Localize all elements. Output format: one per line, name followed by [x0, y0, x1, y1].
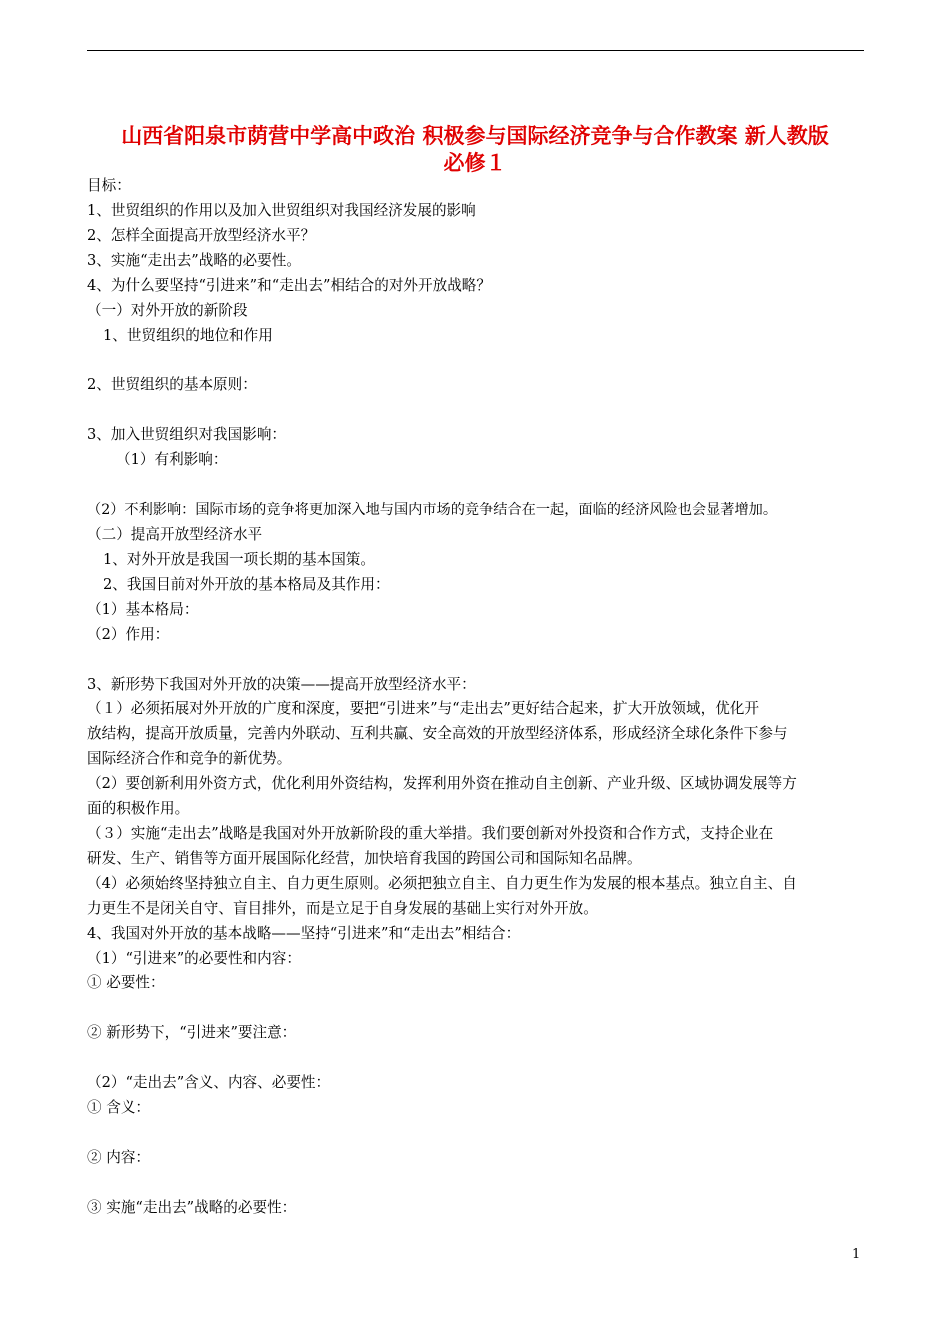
text-line: 3、实施“走出去”战略的必要性。: [87, 252, 301, 269]
text-line: ② 内容：: [87, 1149, 151, 1166]
text-line: 1、世贸组织的作用以及加入世贸组织对我国经济发展的影响: [87, 202, 476, 219]
text-line: （2）“走出去”含义、内容、必要性：: [87, 1074, 331, 1091]
text-line: 研发、生产、销售等方面开展国际化经营，加快培育我国的跨国公司和国际知名品牌。: [87, 850, 642, 867]
text-line: （2）不利影响：国际市场的竞争将更加深入地与国内市场的竞争结合在一起，面临的经济风险也会显著增加。: [87, 502, 778, 518]
text-line: 4、我国对外开放的基本战略——坚持“引进来”和“走出去”相结合：: [87, 925, 521, 942]
text-line: 面的积极作用。: [87, 800, 190, 817]
text-line: （３）实施“走出去”战略是我国对外开放新阶段的重大举措。我们要创新对外投资和合作方式，支持企业在: [87, 825, 774, 842]
text-line: 2、怎样全面提高开放型经济水平？: [87, 227, 316, 244]
text-line: （4）必须始终坚持独立自主、自力更生原则。必须把独立自主、自力更生作为发展的根本基点。独立自主、自: [87, 875, 797, 892]
text-line: （2）要创新利用外资方式，优化利用外资结构，发挥利用外资在推动自主创新、产业升级、区域协调发展等方: [87, 775, 797, 792]
text-line: ① 含义：: [87, 1099, 151, 1116]
text-line: 力更生不是闭关自守、盲目排外，而是立足于自身发展的基础上实行对外开放。: [87, 900, 598, 917]
text-line: ① 必要性：: [87, 974, 165, 991]
text-line: 国际经济合作和竞争的新优势。: [87, 750, 292, 767]
text-line: （1）有利影响：: [116, 451, 228, 468]
text-line: 3、新形势下我国对外开放的决策——提高开放型经济水平：: [87, 676, 476, 693]
section-heading: （二）提高开放型经济水平: [87, 526, 263, 543]
text-line: 1、世贸组织的地位和作用: [103, 327, 273, 344]
text-line: 放结构，提高开放质量，完善内外联动、互利共赢、安全高效的开放型经济体系，形成经济全球化条件下参与: [87, 725, 788, 742]
text-line: （１）必须拓展对外开放的广度和深度，要把“引进来”与“走出去”更好结合起来，扩大开放领域，优化开: [87, 700, 759, 717]
text-line: 3、加入世贸组织对我国影响：: [87, 426, 287, 443]
page-number: 1: [852, 1247, 861, 1262]
text-line: ② 新形势下，“引进来”要注意：: [87, 1024, 297, 1041]
text-line: 2、世贸组织的基本原则：: [87, 376, 257, 393]
document-title-line-1: 山西省阳泉市荫营中学高中政治 积极参与国际经济竞争与合作教案 新人教版: [121, 123, 829, 148]
text-line: （2）作用：: [87, 626, 170, 643]
section-heading: （一）对外开放的新阶段: [87, 302, 248, 319]
text-line: （1）基本格局：: [87, 601, 199, 618]
header-rule: [87, 50, 864, 51]
document-title-line-2: 必修１: [443, 150, 507, 175]
text-line: 2、我国目前对外开放的基本格局及其作用：: [103, 576, 390, 593]
text-line: 4、为什么要坚持“引进来”和“走出去”相结合的对外开放战略？: [87, 277, 491, 294]
text-line: ③ 实施“走出去”战略的必要性：: [87, 1199, 297, 1216]
text-line: 1、对外开放是我国一项长期的基本国策。: [103, 551, 375, 568]
text-line: （1）“引进来”的必要性和内容：: [87, 950, 301, 967]
text-line: 目标：: [87, 177, 131, 194]
